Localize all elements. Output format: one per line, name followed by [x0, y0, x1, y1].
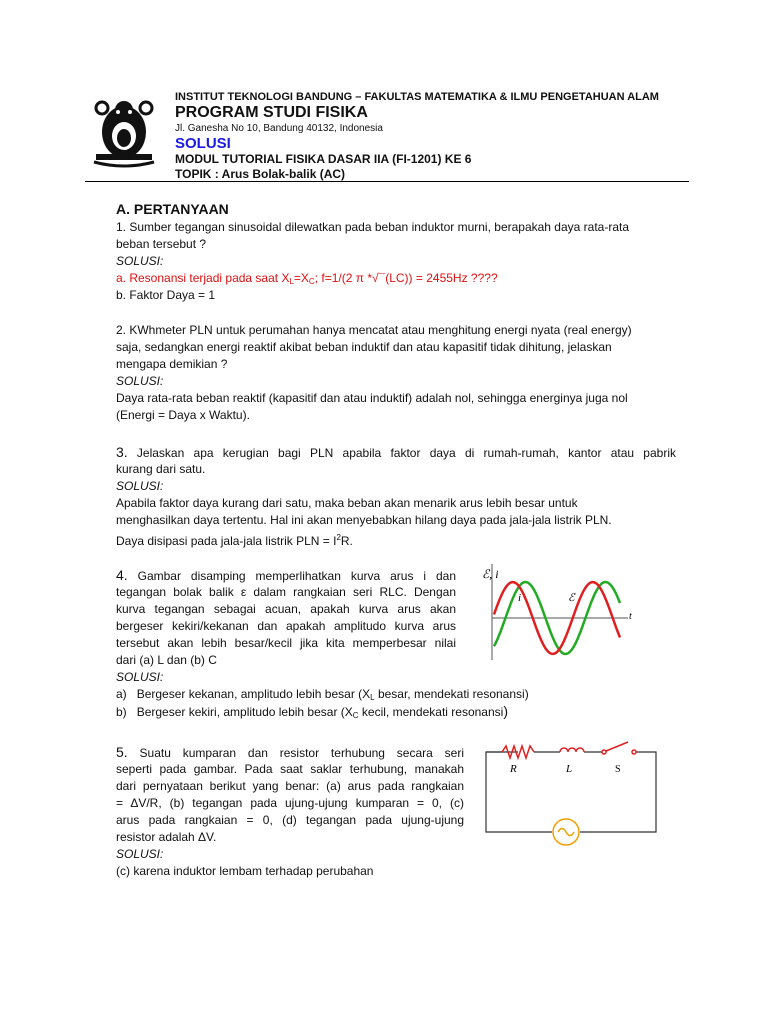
q4-line-1: 4. Gambar disamping memperlihatkan kurva arus i dan — [116, 567, 456, 583]
q5-line-5: arus pada rangkaian = 0, (d) tegangan pada ujung-ujung — [116, 813, 464, 827]
q5-line-2: seperti pada gambar. Pada saat saklar terhubung, manakah — [116, 762, 464, 776]
q3-answer-1: Apabila faktor daya kurang dari satu, maka beban akan menarik arus lebih besar untuk — [116, 496, 578, 510]
address: Jl. Ganesha No 10, Bandung 40132, Indonesia — [175, 123, 383, 134]
q1-answer-a: a. Resonansi terjadi pada saat $X_L=X_C$; f=1/(2 π *√¯(LC)) = 2455Hz ???? — [116, 271, 498, 286]
q4-answer-b: b) Bergeser kekiri, amplitudo lebih besar ($X_C$ kecil, mendekati resonansi) — [116, 703, 508, 720]
q3-answer-3: Daya disipasi pada jala-jala listrik PLN = $I^2R$. — [116, 533, 353, 548]
q5-line-1: 5. Suatu kumparan dan resistor terhubung secara seri — [116, 744, 464, 760]
q5-line-3: dari pernyataan berikut yang benar: (a) arus pada rangkaian — [116, 779, 464, 793]
q1-solusi-label: SOLUSI: — [116, 254, 164, 268]
q3-solusi-label: SOLUSI: — [116, 479, 164, 493]
q2-answer-1: Daya rata-rata beban reaktif (kapasitif dan atau induktif) adalah nol, sehingga energinya juga nol — [116, 391, 628, 405]
graph-ylabel: ℰ, i — [482, 567, 499, 581]
q5-line-6: resistor adalah ΔV. — [116, 830, 217, 844]
q5-solusi-label: SOLUSI: — [116, 847, 164, 861]
program-name: PROGRAM STUDI FISIKA — [175, 104, 368, 121]
ac-source-symbol — [553, 819, 579, 845]
q1-line-2: beban tersebut ? — [116, 237, 207, 251]
q4-line-6: dari (a) L dan (b) C — [116, 653, 217, 667]
q5-answer: (c) karena induktor lembam terhadap perubahan — [116, 864, 374, 878]
q2-answer-2: (Energi = Daya x Waktu). — [116, 408, 250, 422]
question-2 — [116, 322, 676, 424]
label-r: R — [510, 763, 517, 775]
q2-solusi-label: SOLUSI: — [116, 374, 164, 388]
ei-waveform-graph — [470, 562, 650, 666]
solusi-heading: SOLUSI — [175, 135, 231, 152]
q4-solusi-label: SOLUSI: — [116, 670, 164, 684]
question-5 — [116, 744, 464, 880]
graph-label-e: ℰ — [568, 592, 575, 604]
q4-line-2: tegangan bolak balik ε dalam rangkaian seri RLC. Dengan — [116, 585, 456, 599]
header-divider — [85, 181, 689, 182]
q2-line-1: 2. KWhmeter PLN untuk perumahan hanya mencatat atau menghitung energi nyata (real energy) — [116, 323, 632, 337]
q3-line-1: 3. Jelaskan apa kerugian bagi PLN apabila faktor daya di rumah-rumah, kantor atau pabrik — [116, 444, 676, 460]
q2-line-2: saja, sedangkan energi reaktif akibat beban induktif dan atau kapasitif tidak dihitung, jelaskan — [116, 340, 612, 354]
graph-label-t: t — [629, 611, 632, 622]
section-title: A. PERTANYAAN — [116, 201, 229, 217]
itb-logo — [88, 92, 160, 168]
q2-line-3: mengapa demikian ? — [116, 357, 228, 371]
rl-circuit-diagram — [478, 738, 664, 854]
label-l: L — [566, 763, 573, 775]
graph-label-i: i — [518, 592, 522, 604]
q4-answer-a: a) Bergeser kekanan, amplitudo lebih besar ($X_L$ besar, mendekati resonansi) — [116, 687, 529, 702]
q4-line-5: tersebut akan lebih besar/kecil jika kita memperbesar nilai — [116, 636, 456, 650]
q4-line-4: bergeser kekiri/kekanan dan apakah amplitudo kurva arus — [116, 619, 456, 633]
q4-line-3: kurva tegangan sebagai acuan, apakah kurva arus akan — [116, 602, 456, 616]
q1-line-1: 1. Sumber tegangan sinusoidal dilewatkan pada beban induktor murni, berapakah daya rata-rata — [116, 220, 630, 234]
institution-name: INSTITUT TEKNOLOGI BANDUNG – FAKULTAS MATEMATIKA & ILMU PENGETAHUAN ALAM — [175, 91, 659, 103]
topic-title: TOPIK : Arus Bolak-balik (AC) — [175, 167, 346, 181]
q1-answer-b: b. Faktor Daya = 1 — [116, 288, 216, 302]
question-3 — [116, 444, 676, 546]
q3-line-2: kurang dari satu. — [116, 462, 206, 476]
question-1 — [116, 219, 676, 304]
inductor-symbol — [560, 748, 584, 752]
module-title: MODUL TUTORIAL FISIKA DASAR IIA (FI-1201) KE 6 — [175, 152, 472, 166]
label-s: S — [615, 764, 621, 775]
switch-symbol — [602, 742, 636, 754]
q5-line-4: = ΔV/R, (b) tegangan pada ujung-ujung kumparan = 0, (c) — [116, 796, 464, 810]
q3-answer-2: menghasilkan daya tertentu. Hal ini akan menyebabkan hilang daya pada jala-jala listrik PLN. — [116, 513, 612, 527]
